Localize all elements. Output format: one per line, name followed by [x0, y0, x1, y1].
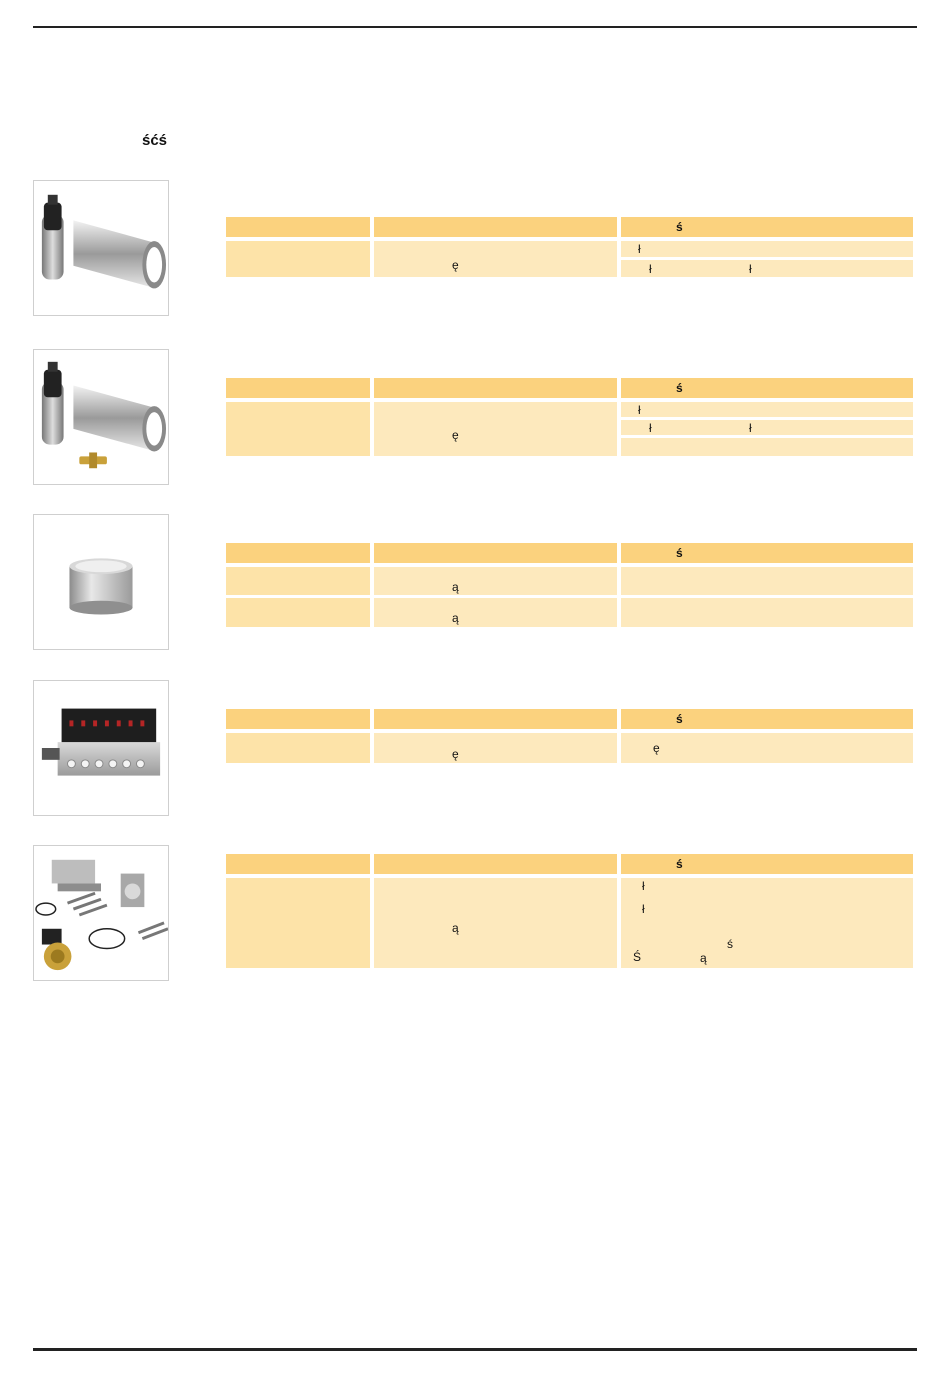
- row-right-text: ę: [653, 741, 660, 755]
- col2-header: [374, 217, 617, 237]
- row-mid-text: ą: [452, 611, 459, 625]
- col3-header-label: ś: [676, 546, 683, 560]
- col3-header-label: ś: [676, 220, 683, 234]
- col3-header-label: ś: [676, 381, 683, 395]
- row-right-text: ą: [700, 951, 707, 965]
- row-mid-cell: [374, 402, 617, 456]
- row-label-cell: [226, 241, 370, 277]
- col2-header: [374, 378, 617, 398]
- row-right-cell: [621, 567, 913, 595]
- col3-header: [621, 854, 913, 874]
- row-label-cell: [226, 567, 370, 595]
- cylinder-cap-icon: [33, 514, 169, 650]
- row-mid-text: ą: [452, 580, 459, 594]
- row-right-text: ł: [649, 262, 652, 276]
- row-mid-cell: [374, 567, 617, 595]
- row-right-text: ł: [749, 421, 752, 435]
- col3-header: [621, 543, 913, 563]
- col1-header: [226, 709, 370, 729]
- filter-cartridge-with-fitting-icon: [33, 349, 169, 485]
- row-right-cell: [621, 733, 913, 763]
- col2-header: [374, 709, 617, 729]
- row-right-text: ś: [727, 937, 733, 951]
- row-label-cell: [226, 878, 370, 968]
- col3-header: [621, 378, 913, 398]
- row-right-line-1: [621, 402, 913, 417]
- row-right-text: ł: [642, 879, 645, 893]
- col3-header-label: ś: [676, 712, 683, 726]
- row-mid-cell: [374, 733, 617, 763]
- row-right-text: ł: [642, 902, 645, 916]
- col2-header: [374, 543, 617, 563]
- row-mid-text: ę: [452, 428, 459, 442]
- col2-header: [374, 854, 617, 874]
- col3-header: [621, 709, 913, 729]
- row-right-cell: [621, 598, 913, 627]
- row-right-cell: [621, 878, 913, 968]
- row-right-text: ł: [638, 403, 641, 417]
- col1-header: [226, 217, 370, 237]
- col3-header: [621, 217, 913, 237]
- row-label-cell: [226, 733, 370, 763]
- row-label-cell: [226, 402, 370, 456]
- row-mid-text: ą: [452, 921, 459, 935]
- row-right-line-2: [621, 420, 913, 435]
- top-rule: [33, 26, 917, 28]
- row-mid-cell: [374, 878, 617, 968]
- section-title: śćś: [142, 132, 168, 149]
- bottom-rule: [33, 1348, 917, 1351]
- row-right-text: ł: [638, 242, 641, 256]
- row-right-line-1: [621, 241, 913, 257]
- col1-header: [226, 543, 370, 563]
- col3-header-label: ś: [676, 857, 683, 871]
- spare-parts-kit-icon: [33, 845, 169, 981]
- row-right-text: ł: [649, 421, 652, 435]
- row-right-text: Ś: [633, 950, 642, 964]
- row-mid-cell: [374, 598, 617, 627]
- filter-cartridge-icon: [33, 180, 169, 316]
- row-right-line-2: [621, 260, 913, 277]
- col1-header: [226, 854, 370, 874]
- row-mid-text: ę: [452, 258, 459, 272]
- row-mid-cell: [374, 241, 617, 277]
- row-right-text: ł: [749, 262, 752, 276]
- col1-header: [226, 378, 370, 398]
- row-label-cell: [226, 598, 370, 627]
- row-mid-text: ę: [452, 747, 459, 761]
- manifold-block-icon: [33, 680, 169, 816]
- row-right-line-3: [621, 438, 913, 456]
